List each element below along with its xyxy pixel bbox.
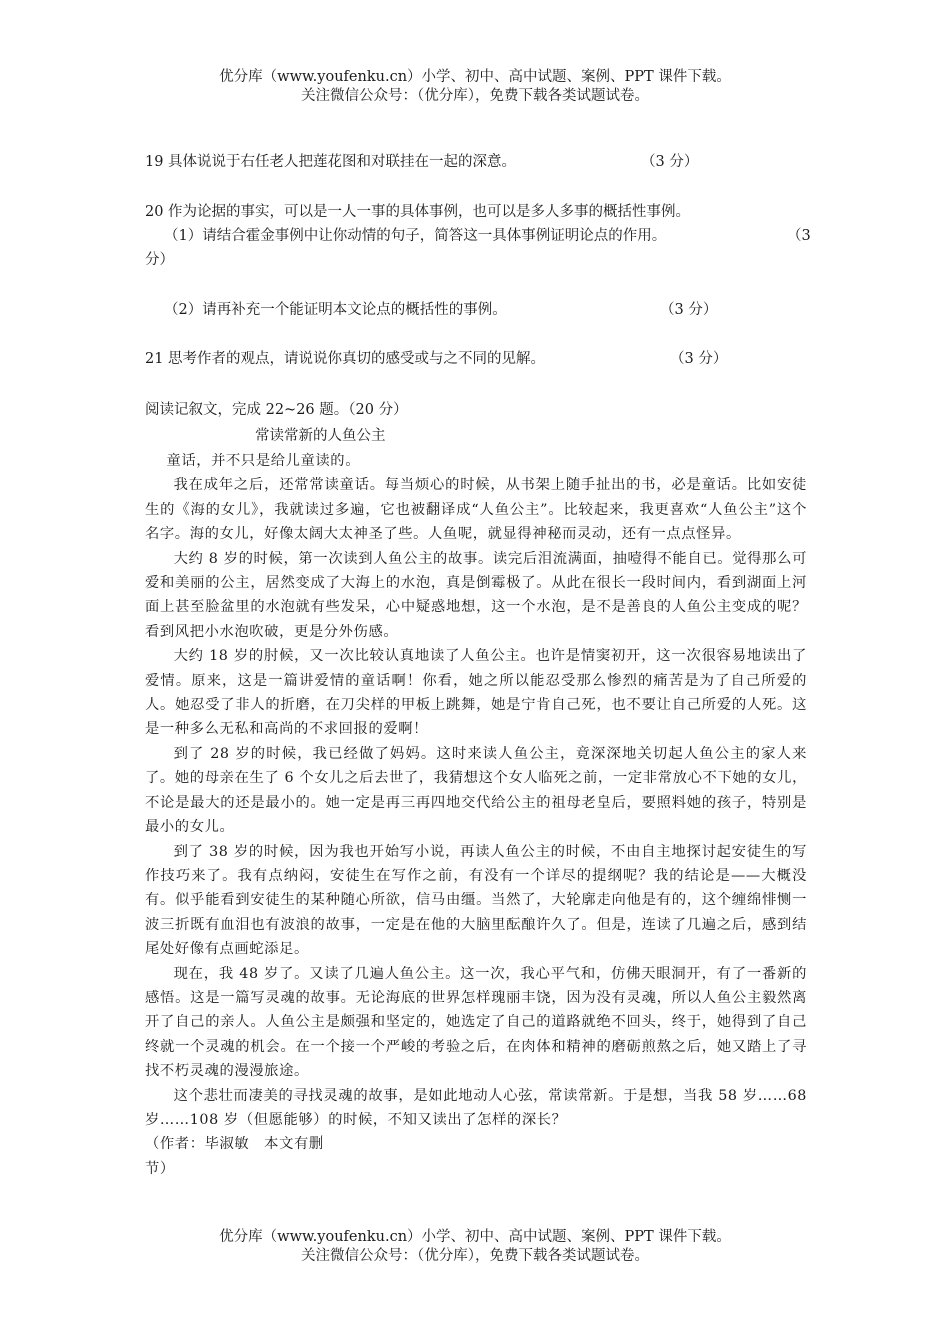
article-paragraph: 这个悲壮而凄美的寻找灵魂的故事，是如此地动人心弦，常读常新。于是想，当我 58 岁……68 岁……108 岁（但愿能够）的时候，不知又读出了怎样的深长？ bbox=[145, 1087, 807, 1128]
author-credit-tail: 节） bbox=[145, 1160, 175, 1177]
question-20: 20 作为论据的事实，可以是一人一事的具体事例，也可以是多人多事的概括性事例。 bbox=[145, 204, 691, 220]
article-paragraph: 现在，我 48 岁了。又读了几遍人鱼公主。这一次，我心平气和，仿佛天眼洞开，有了一番新的感悟。这是一篇写灵魂的故事。无论海底的世界怎样瑰丽丰饶，因为没有灵魂，所以人鱼公主毅然离开了自己的亲人。人鱼公主是颇强和坚定的，她选定了自己的道路就绝不回头，终于，她得到了自己终就一个灵魂的机会。在一个接一个严峻的考验之后，在肉体和精神的磨砺煎熬之后，她又踏上了寻找不朽灵魂的漫漫旅途。 bbox=[145, 965, 807, 1080]
author-credit: （作者：毕淑敏 本文有删 bbox=[145, 1136, 324, 1153]
question-21-score: （3 分） bbox=[670, 351, 728, 367]
article-paragraph: 大约 8 岁的时候，第一次读到人鱼公主的故事。读完后泪流满面，抽噎得不能自已。觉得那么可爱和美丽的公主，居然变成了大海上的水泡，真是倒霉极了。从此在很长一段时间内，看到湖面上河面上甚至脸盆里的水泡就有些发呆，心中疑惑地想，这一个水泡，是不是善良的人鱼公主变成的呢？看到风把小水泡吹破，更是分外伤感。 bbox=[145, 550, 807, 640]
question-19-score: （3 分） bbox=[641, 154, 699, 170]
page-header bbox=[0, 68, 950, 106]
question-20-sub2-score: （3 分） bbox=[660, 302, 718, 318]
article-paragraph: 到了 38 岁的时候，因为我也开始写小说，再读人鱼公主的时候，不由自主地探讨起安徒生的写作技巧来了。我有点纳闷，安徒生在写作之前，有没有一个详尽的提纲呢？我的结论是——大概没有。似乎能看到安徒生的某种随心所欲，信马由缰。当然了，大轮廓走向他是有的，这个缠绵悱恻一波三折既有血泪也有波浪的故事，一定是在他的大脑里酝酿许久了。但是，连读了几遍之后，感到结尾处好像有点画蛇添足。 bbox=[145, 843, 807, 958]
question-20-sub1: （1）请结合霍金事例中让你动情的句子，简答这一具体事例证明论点的作用。 bbox=[164, 228, 667, 244]
header-line-1: 优分库（www.youfenku.cn）小学、初中、高中试题、案例、PPT 课件下载。 bbox=[219, 69, 731, 85]
page-footer bbox=[0, 1228, 950, 1266]
article-paragraph: 我在成年之后，还常常读童话。每当烦心的时候，从书架上随手扯出的书，必是童话。比如安徒生的《海的女儿》，我就读过多遍，它也被翻译成“人鱼公主”。比较起来，我更喜欢“人鱼公主”这个名字。海的女儿，好像太阔大太神圣了些。人鱼呢，就显得神秘而灵动，还有一点点怪异。 bbox=[145, 477, 807, 543]
footer-line-2: 关注微信公众号：（优分库），免费下载各类试题试卷。 bbox=[301, 1248, 649, 1264]
question-19: 19 具体说说于右任老人把莲花图和对联挂在一起的深意。 bbox=[145, 154, 517, 170]
article-paragraph: 童话，并不只是给儿童读的。 bbox=[166, 453, 361, 469]
reading-intro: 阅读记叙文，完成 22~26 题。（20 分） bbox=[145, 402, 408, 418]
question-20-sub1-score: （3 bbox=[787, 228, 811, 244]
header-line-2: 关注微信公众号：（优分库），免费下载各类试题试卷。 bbox=[301, 88, 649, 104]
question-21: 21 思考作者的观点，请说说你真切的感受或与之不同的见解。 bbox=[145, 351, 546, 367]
footer-line-1: 优分库（www.youfenku.cn）小学、初中、高中试题、案例、PPT 课件下载。 bbox=[219, 1229, 731, 1245]
question-20-sub1-score-tail: 分） bbox=[145, 252, 174, 268]
article-paragraph: 到了 28 岁的时候，我已经做了妈妈。这时来读人鱼公主，竟深深地关切起人鱼公主的家人来了。她的母亲在生了 6 个女儿之后去世了，我猜想这个女人临死之前，一定非常放心不下她的女儿，不论是最大的还是最小的。她一定是再三再四地交代给公主的祖母老皇后，要照料她的孩子，特别是最小的女儿。 bbox=[145, 745, 807, 836]
article-paragraph: 大约 18 岁的肘候，又一次比较认真地读了人鱼公主。也许是情窦初开，这一次很容易地读出了爱情。原来，这是一篇讲爱情的童话啊！你看，她之所以能忍受那么惨烈的痛苦是为了自己所爱的人。她忍受了非人的折磨，在刀尖样的甲板上跳舞，她是宁肯自己死，也不要让自己所爱的人死。这是一种多么无私和高尚的不求回报的爱啊！ bbox=[145, 648, 807, 738]
question-20-sub2: （2）请再补充一个能证明本文论点的概括性的事例。 bbox=[164, 302, 507, 318]
article-body bbox=[145, 449, 807, 1181]
article-title: 常读常新的人鱼公主 bbox=[255, 428, 386, 444]
